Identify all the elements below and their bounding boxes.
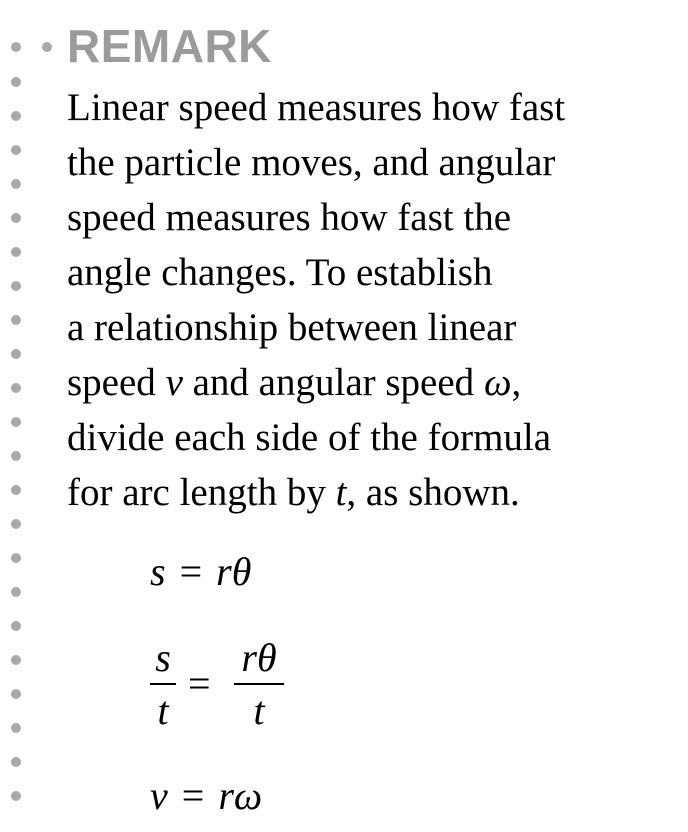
text-segment: speed [67,361,166,404]
fraction-numerator: rθ [241,635,277,680]
paragraph-line [67,355,677,410]
remark-paragraph [67,80,677,520]
paragraph-line: the particle moves, and angular [67,141,556,184]
text-segment: , as shown. [346,471,520,514]
border-dot [11,451,21,461]
equals-sign: = [188,661,211,706]
eq3-lhs: v [150,773,168,818]
border-dot [11,655,21,665]
fraction-bar [150,683,176,685]
eq1-rhs: rθ [216,549,252,594]
border-dot [11,417,21,427]
variable-t: t [335,471,347,514]
border-dot [11,111,21,121]
border-dot [11,213,21,223]
fraction-numerator: s [155,635,171,680]
border-dot [11,145,21,155]
border-dot [11,315,21,325]
border-dot [11,42,21,52]
equation-linear-speed [150,772,262,819]
border-dot [11,519,21,529]
border-dot [11,281,21,291]
border-dot [11,553,21,563]
equals-sign: = [181,773,205,818]
text-segment: , [511,361,522,404]
border-dot [11,689,21,699]
border-dot [11,791,21,801]
border-dot [11,383,21,393]
fraction-right [234,636,284,733]
text-segment: for arc length by [67,471,336,514]
border-dot [11,723,21,733]
text-segment: and angular speed [182,361,484,404]
equation-arc-length [150,548,251,595]
paragraph-line [67,465,677,520]
border-dot [11,621,21,631]
border-dot [11,587,21,597]
variable-omega: ω [483,361,512,404]
fraction-left [150,636,176,733]
paragraph-line: divide each side of the formula [67,416,552,459]
paragraph-line: a relationship between linear [67,306,517,349]
fraction-denominator: t [253,688,265,733]
border-dot [11,349,21,359]
remark-heading: REMARK [67,20,272,72]
paragraph-line: Linear speed measures how fast [67,86,566,129]
paragraph-line: speed measures how fast the [67,196,512,239]
eq1-lhs: s [150,549,166,594]
fraction-denominator: t [157,688,169,733]
variable-v: v [165,361,183,404]
paragraph-line: angle changes. To establish [67,251,493,294]
equals-sign: = [179,549,203,594]
border-dot [42,42,52,52]
eq3-rhs: rω [218,773,263,818]
border-dot [11,247,21,257]
border-dot [11,77,21,87]
border-dot [11,179,21,189]
border-dot [11,485,21,495]
border-dot [11,757,21,767]
fraction-bar [234,683,284,685]
